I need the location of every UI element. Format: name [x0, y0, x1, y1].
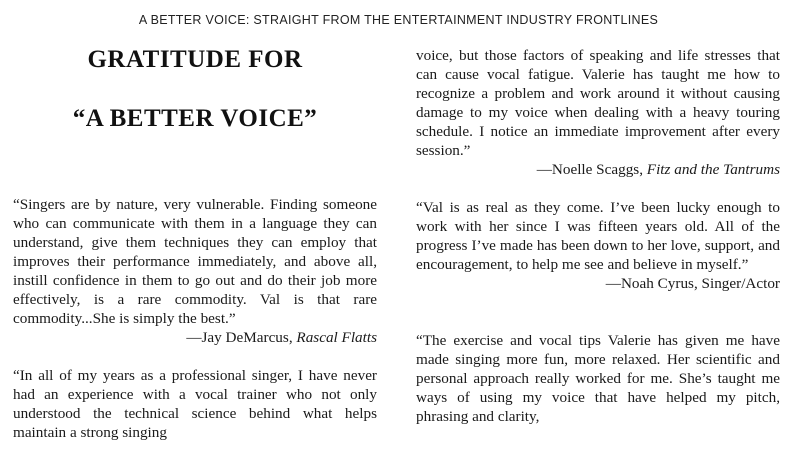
- testimonial-quote-demarcus: “Singers are by nature, very vulnerable. Finding someone who can communicate with them in a language they can understand, give them techniques they can employ that improves their performance immediately, and above all, instill confidence in them to go out and do their job more effectively, is a rare commodity. Val is that rare commodity...She is simply the best.”: [13, 196, 377, 327]
- attribution-author: —Jay DeMarcus,: [186, 329, 297, 346]
- testimonial-quote-scaggs-continued: voice, but those factors of speaking and life stresses that can cause vocal fatigue. Valerie has taught me how to recognize a problem and work around it without causing damage to my voice when dealing with a heavy touring schedule. I notice an immediate improvement after every session.”: [416, 47, 780, 159]
- testimonial-quote-cyrus: “Val is as real as they come. I’ve been lucky enough to work with her since I was fifteen years old. All of the progress I’ve made has been down to her love, support, and encouragement, to help me see and believe in myself.”: [416, 199, 780, 273]
- testimonial-attribution-scaggs: [416, 160, 780, 179]
- left-column: [13, 195, 377, 442]
- testimonial-attribution-cyrus: —Noah Cyrus, Singer/Actor: [605, 275, 780, 292]
- attribution-affiliation: Fitz and the Tantrums: [646, 161, 780, 178]
- testimonial-quote-fourth: “The exercise and vocal tips Valerie has given me have made singing more fun, more relaxed. Her scientific and personal approach really worked for me. She’s taught me ways of using my voice that have helped my pitch, phrasing and clarity,: [416, 332, 780, 425]
- testimonial-attribution-demarcus: [13, 328, 377, 347]
- attribution-affiliation: Rascal Flatts: [296, 329, 377, 346]
- page-title-line-2: “A BETTER VOICE”: [72, 105, 318, 132]
- attribution-author: —Noelle Scaggs,: [536, 161, 647, 178]
- testimonial-quote-scaggs-start: “In all of my years as a professional singer, I have never had an experience with a vocal trainer who not only understood the technical science behind what helps maintain a strong singing: [13, 367, 377, 441]
- page-title-line-1: GRATITUDE FOR: [87, 46, 303, 73]
- right-column: [416, 46, 780, 426]
- running-header: A BETTER VOICE: STRAIGHT FROM THE ENTERTAINMENT INDUSTRY FRONTLINES: [138, 13, 659, 27]
